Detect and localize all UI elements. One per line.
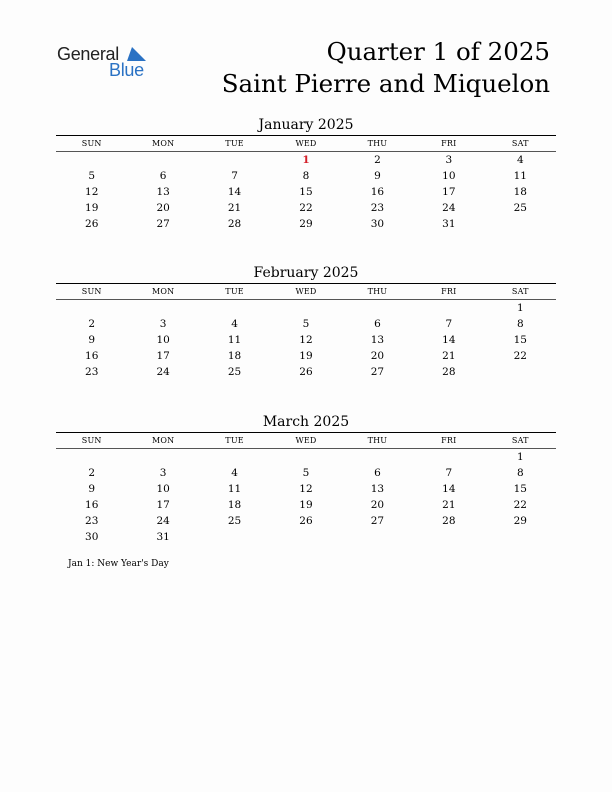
- empty-day-cell: [413, 449, 484, 465]
- week-row: [56, 216, 556, 232]
- empty-day-cell: [270, 529, 341, 545]
- day-cell: 29: [299, 218, 313, 230]
- day-cell: 24: [156, 515, 170, 527]
- day-cell: 9: [88, 334, 96, 346]
- weekday-label: THU: [367, 139, 388, 148]
- weekday-label: THU: [367, 436, 388, 445]
- month-title: March 2025: [262, 414, 350, 430]
- day-cell: 5: [302, 318, 310, 330]
- empty-day-cell: [199, 529, 270, 545]
- page-title: [222, 36, 550, 100]
- week-row: [56, 497, 556, 513]
- day-cell: 2: [88, 318, 96, 330]
- weekday-header: [56, 136, 556, 151]
- weekday-label: WED: [295, 287, 317, 296]
- month-title: February 2025: [253, 265, 359, 281]
- empty-day-cell: [342, 529, 413, 545]
- week-row: [56, 184, 556, 200]
- empty-day-cell: [485, 216, 556, 232]
- day-cell: 4: [231, 318, 238, 330]
- logo-text-blue: Blue: [109, 60, 144, 80]
- empty-day-cell: [270, 449, 341, 465]
- week-row: [56, 481, 556, 497]
- day-cell: 27: [370, 366, 385, 378]
- day-cell: 6: [374, 318, 381, 330]
- holiday-note: Jan 1: New Year's Day: [68, 559, 169, 569]
- day-cell: 11: [227, 483, 242, 495]
- day-cell: 14: [227, 186, 242, 198]
- weekday-label: WED: [295, 436, 317, 445]
- day-cell: 3: [159, 467, 167, 479]
- day-cell: 27: [370, 515, 385, 527]
- weekday-header: [56, 433, 556, 448]
- day-cell: 18: [227, 499, 242, 511]
- day-cell: 9: [88, 483, 96, 495]
- day-cell: 23: [85, 366, 99, 378]
- weekday-label: SUN: [81, 139, 102, 148]
- weekday-label: FRI: [441, 436, 457, 445]
- day-cell: 16: [370, 186, 385, 198]
- empty-day-cell: [56, 300, 127, 316]
- week-row: [56, 168, 556, 184]
- day-cell: 12: [299, 483, 313, 495]
- day-cell: 12: [85, 186, 99, 198]
- day-cell: 19: [299, 499, 313, 511]
- generalblue-logo: [57, 42, 152, 82]
- empty-day-cell: [342, 449, 413, 465]
- week-row: [56, 364, 556, 380]
- day-cell: 14: [442, 483, 456, 495]
- day-cell: 15: [513, 483, 527, 495]
- week-row: [56, 449, 556, 465]
- day-cell: 3: [159, 318, 167, 330]
- day-cell: 10: [156, 334, 170, 346]
- day-cell: 12: [299, 334, 313, 346]
- week-row: [56, 529, 556, 545]
- weekday-label: WED: [295, 139, 317, 148]
- day-cell: 8: [302, 170, 310, 182]
- month-january: [56, 115, 556, 232]
- month-grid: [56, 300, 556, 380]
- day-cell: 23: [370, 202, 385, 214]
- day-cell: 18: [513, 186, 527, 198]
- week-row: [56, 348, 556, 364]
- month-february: [56, 263, 556, 380]
- empty-day-cell: [485, 529, 556, 545]
- weekday-label: TUE: [225, 139, 244, 148]
- day-cell: 20: [370, 350, 385, 362]
- title-quarter: Quarter 1 of 2025: [326, 37, 550, 66]
- day-cell: 30: [370, 218, 385, 230]
- day-cell: 16: [85, 499, 99, 511]
- day-cell: 28: [227, 218, 242, 230]
- day-cell: 6: [159, 170, 167, 182]
- day-cell: 4: [516, 154, 524, 166]
- week-row: [56, 513, 556, 529]
- logo-triangle-icon: [127, 47, 146, 61]
- day-cell: 29: [513, 515, 527, 527]
- title-region: Saint Pierre and Miquelon: [221, 69, 550, 98]
- day-cell: 17: [442, 186, 456, 198]
- day-cell: 28: [442, 366, 456, 378]
- empty-day-cell: [127, 152, 198, 168]
- day-cell: 9: [374, 170, 381, 182]
- weekday-label: SUN: [81, 287, 102, 296]
- day-cell: 11: [227, 334, 242, 346]
- empty-day-cell: [413, 300, 484, 316]
- week-row: [56, 200, 556, 216]
- day-cell: 20: [156, 202, 170, 214]
- day-cell: 28: [442, 515, 456, 527]
- month-grid: [56, 152, 556, 232]
- weekday-header: [56, 284, 556, 299]
- day-cell: 21: [227, 202, 242, 214]
- day-cell: 27: [156, 218, 170, 230]
- day-cell: 1: [516, 302, 524, 314]
- day-cell: 7: [445, 318, 453, 330]
- day-cell: 5: [88, 170, 96, 182]
- month-march: [56, 412, 556, 545]
- empty-day-cell: [342, 300, 413, 316]
- month-grid: [56, 449, 556, 545]
- day-cell: 25: [227, 366, 242, 378]
- empty-day-cell: [56, 152, 127, 168]
- day-cell: 14: [442, 334, 456, 346]
- day-cell: 26: [85, 218, 99, 230]
- day-cell: 4: [231, 467, 238, 479]
- day-cell: 31: [156, 531, 170, 543]
- empty-day-cell: [56, 449, 127, 465]
- day-cell: 22: [299, 202, 313, 214]
- logo-text-general: General: [57, 44, 119, 64]
- week-row: [56, 300, 556, 316]
- month-title: January 2025: [258, 117, 354, 133]
- empty-day-cell: [485, 364, 556, 380]
- day-cell: 3: [445, 154, 453, 166]
- day-cell: 10: [442, 170, 456, 182]
- holiday-notes: [68, 559, 169, 569]
- week-row: [56, 465, 556, 481]
- day-cell: 21: [442, 499, 456, 511]
- day-cell: 1: [516, 451, 524, 463]
- day-cell: 22: [513, 499, 527, 511]
- weekday-label: TUE: [225, 287, 244, 296]
- weekday-label: SAT: [511, 139, 529, 148]
- empty-day-cell: [199, 449, 270, 465]
- day-cell: 5: [302, 467, 310, 479]
- day-cell: 17: [156, 350, 170, 362]
- day-cell: 7: [231, 170, 238, 182]
- weekday-label: MON: [151, 287, 175, 296]
- day-cell: 19: [299, 350, 313, 362]
- empty-day-cell: [199, 152, 270, 168]
- day-cell: 7: [445, 467, 453, 479]
- weekday-label: FRI: [441, 139, 457, 148]
- weekday-label: SUN: [81, 436, 102, 445]
- day-cell: 2: [374, 154, 381, 166]
- day-cell: 23: [85, 515, 99, 527]
- day-cell: 15: [513, 334, 527, 346]
- day-cell: 20: [370, 499, 385, 511]
- weekday-label: SAT: [511, 436, 529, 445]
- empty-day-cell: [413, 529, 484, 545]
- day-cell: 8: [516, 467, 524, 479]
- weekday-label: THU: [367, 287, 388, 296]
- day-cell: 11: [513, 170, 527, 182]
- day-cell: 24: [442, 202, 456, 214]
- weekday-label: MON: [151, 436, 175, 445]
- empty-day-cell: [127, 449, 198, 465]
- week-row: [56, 332, 556, 348]
- weekday-label: TUE: [225, 436, 244, 445]
- day-cell: 25: [227, 515, 242, 527]
- day-cell: 16: [85, 350, 99, 362]
- day-cell: 24: [156, 366, 170, 378]
- empty-day-cell: [270, 300, 341, 316]
- day-cell: 13: [156, 186, 170, 198]
- day-cell: 19: [85, 202, 99, 214]
- day-cell: 18: [227, 350, 242, 362]
- day-cell: 21: [442, 350, 456, 362]
- day-cell: 15: [299, 186, 313, 198]
- empty-day-cell: [127, 300, 198, 316]
- day-cell: 6: [374, 467, 381, 479]
- day-cell: 31: [442, 218, 456, 230]
- day-cell: 30: [85, 531, 99, 543]
- day-cell: 22: [513, 350, 527, 362]
- day-cell: 13: [370, 334, 385, 346]
- weekday-label: SAT: [511, 287, 529, 296]
- day-cell: 17: [156, 499, 170, 511]
- week-row: [56, 152, 556, 168]
- day-cell: 25: [513, 202, 527, 214]
- empty-day-cell: [199, 300, 270, 316]
- day-cell: 8: [516, 318, 524, 330]
- day-cell: 10: [156, 483, 170, 495]
- day-cell: 13: [370, 483, 385, 495]
- day-cell: 26: [299, 366, 313, 378]
- day-cell: 26: [299, 515, 313, 527]
- weekday-label: FRI: [441, 287, 457, 296]
- holiday-day-cell: 1: [302, 154, 310, 166]
- weekday-label: MON: [151, 139, 175, 148]
- week-row: [56, 316, 556, 332]
- day-cell: 2: [88, 467, 96, 479]
